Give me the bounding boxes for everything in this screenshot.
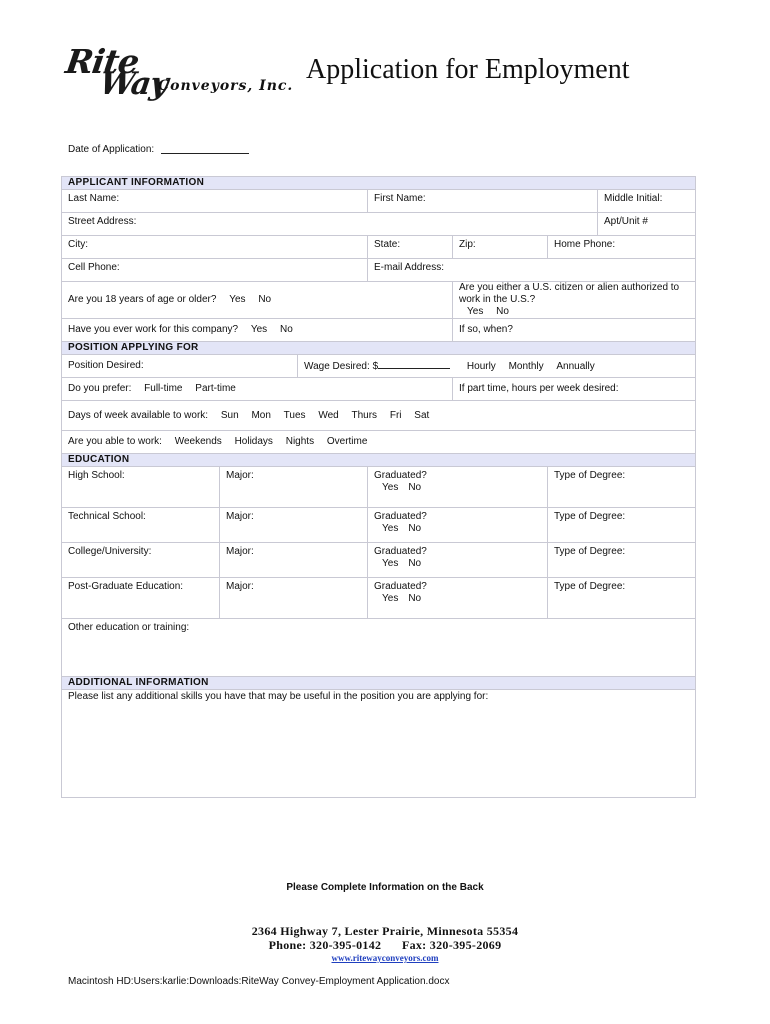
city-label: City: <box>68 239 88 250</box>
prefer-full-time[interactable]: Full-time <box>144 383 183 394</box>
post-graduate-label: Post-Graduate Education: <box>68 581 184 592</box>
age-question-cell <box>62 282 453 319</box>
back-page-note: Please Complete Information on the Back <box>286 882 484 893</box>
day-sun[interactable]: Sun <box>220 409 239 421</box>
days-available-cell <box>62 401 696 431</box>
zip-field[interactable] <box>453 236 548 259</box>
wage-desired-label: Wage Desired: <box>304 361 370 372</box>
apt-unit-label: Apt/Unit # <box>604 216 648 227</box>
last-name-field[interactable] <box>62 190 368 213</box>
day-sat[interactable]: Sat <box>414 409 430 421</box>
part-time-hours-label: If part time, hours per week desired: <box>459 383 619 394</box>
first-name-field[interactable] <box>368 190 598 213</box>
street-address-label: Street Address: <box>68 216 137 227</box>
logo-rite: Rite <box>63 42 141 81</box>
technical-school-field[interactable] <box>62 508 220 543</box>
high-school-field[interactable] <box>62 467 220 508</box>
major-field[interactable] <box>220 467 368 508</box>
wage-option-monthly[interactable]: Monthly <box>508 361 544 372</box>
prefer-cell <box>62 378 453 401</box>
day-mon[interactable]: Mon <box>251 409 271 421</box>
wage-option-hourly[interactable]: Hourly <box>466 361 496 372</box>
fax-label: Fax: <box>401 938 427 952</box>
graduated-yes[interactable]: Yes <box>382 593 399 604</box>
worked-yes-option[interactable]: Yes <box>250 324 268 335</box>
graduated-cell <box>368 543 548 578</box>
part-time-hours-field[interactable] <box>453 378 696 401</box>
if-so-when-field[interactable] <box>453 319 696 342</box>
able-holidays[interactable]: Holidays <box>234 436 273 447</box>
street-address-field[interactable] <box>62 213 598 236</box>
citizen-yes-option[interactable]: Yes <box>467 306 484 317</box>
graduated-label: Graduated? <box>374 511 427 522</box>
degree-type-field[interactable] <box>548 578 696 619</box>
logo-tagline: Conveyors, Inc. <box>158 78 294 94</box>
able-to-work-cell <box>62 431 696 454</box>
worked-question: Have you ever work for this company? <box>68 324 239 335</box>
graduated-yes[interactable]: Yes <box>382 523 399 534</box>
phone-number: 320-395-0142 <box>309 938 382 952</box>
citizen-question-cell <box>453 282 696 319</box>
middle-initial-label: Middle Initial: <box>604 193 663 204</box>
able-overtime[interactable]: Overtime <box>326 436 368 447</box>
section-header-additional: ADDITIONAL INFORMATION <box>62 677 696 690</box>
worked-no-option[interactable]: No <box>279 324 293 335</box>
website-link[interactable]: www.ritewayconveyors.com <box>331 953 439 963</box>
major-label: Major: <box>226 581 254 592</box>
home-phone-label: Home Phone: <box>554 239 616 250</box>
section-header-position: POSITION APPLYING FOR <box>62 342 696 355</box>
phone-label: Phone: <box>268 938 307 952</box>
graduated-label: Graduated? <box>374 546 427 557</box>
graduated-cell <box>368 467 548 508</box>
zip-label: Zip: <box>459 239 476 250</box>
position-desired-label: Position Desired: <box>68 360 144 371</box>
additional-skills-field[interactable] <box>62 690 696 798</box>
fax-number: 320-395-2069 <box>429 938 502 952</box>
college-label: College/University: <box>68 546 152 557</box>
section-header-education: EDUCATION <box>62 454 696 467</box>
major-label: Major: <box>226 546 254 557</box>
state-label: State: <box>374 239 401 250</box>
major-field[interactable] <box>220 578 368 619</box>
other-education-label: Other education or training: <box>68 622 190 633</box>
able-label: Are you able to work: <box>68 436 162 447</box>
degree-type-field[interactable] <box>548 467 696 508</box>
degree-type-label: Type of Degree: <box>554 581 626 592</box>
wage-desired-cell <box>298 355 696 378</box>
citizen-question: Are you either a U.S. citizen or alien authorized to work in the U.S.? <box>459 282 680 305</box>
additional-skills-prompt: Please list any additional skills you have that may be useful in the position you are applying for: <box>68 691 489 702</box>
major-field[interactable] <box>220 543 368 578</box>
position-desired-field[interactable] <box>62 355 298 378</box>
graduated-no[interactable]: No <box>408 558 422 569</box>
home-phone-field[interactable] <box>548 236 696 259</box>
apt-unit-field[interactable] <box>598 213 696 236</box>
city-field[interactable] <box>62 236 368 259</box>
graduated-cell <box>368 578 548 619</box>
days-label: Days of week available to work: <box>68 409 209 421</box>
middle-initial-field[interactable] <box>598 190 696 213</box>
company-phone-fax <box>0 938 770 953</box>
degree-type-field[interactable] <box>548 508 696 543</box>
citizen-no-option[interactable]: No <box>496 306 509 317</box>
cell-phone-label: Cell Phone: <box>68 262 120 273</box>
page-title: Application for Employment <box>306 54 630 85</box>
age-yes-option[interactable]: Yes <box>229 294 246 305</box>
prefer-part-time[interactable]: Part-time <box>195 383 236 394</box>
date-of-application-label: Date of Application: <box>68 144 155 155</box>
logo-way: Way <box>97 66 170 102</box>
post-graduate-field[interactable] <box>62 578 220 619</box>
prefer-label: Do you prefer: <box>68 383 132 394</box>
other-education-field[interactable] <box>62 619 696 677</box>
graduated-cell <box>368 508 548 543</box>
worked-question-cell <box>62 319 453 342</box>
degree-type-label: Type of Degree: <box>554 546 626 557</box>
age-no-option[interactable]: No <box>258 294 272 305</box>
company-address: 2364 Highway 7, Lester Prairie, Minnesota 55354 <box>251 924 519 938</box>
email-field[interactable] <box>368 259 696 282</box>
day-thurs[interactable]: Thurs <box>351 409 378 421</box>
wage-desired-line[interactable] <box>378 359 450 369</box>
degree-type-label: Type of Degree: <box>554 470 626 481</box>
major-field[interactable] <box>220 508 368 543</box>
graduated-no[interactable]: No <box>408 482 422 493</box>
dollar-sign: $ <box>372 361 379 372</box>
able-weekends[interactable]: Weekends <box>174 436 222 447</box>
graduated-no[interactable]: No <box>408 593 422 604</box>
graduated-yes[interactable]: Yes <box>382 558 399 569</box>
first-name-label: First Name: <box>374 193 426 204</box>
graduated-no[interactable]: No <box>408 523 422 534</box>
degree-type-field[interactable] <box>548 543 696 578</box>
graduated-label: Graduated? <box>374 581 427 592</box>
date-of-application-field[interactable] <box>161 153 249 154</box>
major-label: Major: <box>226 470 254 481</box>
technical-school-label: Technical School: <box>68 511 146 522</box>
graduated-label: Graduated? <box>374 470 427 481</box>
day-wed[interactable]: Wed <box>318 409 339 421</box>
high-school-label: High School: <box>68 470 125 481</box>
email-label: E-mail Address: <box>374 262 445 273</box>
cell-phone-field[interactable] <box>62 259 368 282</box>
able-nights[interactable]: Nights <box>285 436 315 447</box>
major-label: Major: <box>226 511 254 522</box>
degree-type-label: Type of Degree: <box>554 511 626 522</box>
last-name-label: Last Name: <box>68 193 120 204</box>
file-path: Macintosh HD:Users:karlie:Downloads:RiteWay Convey-Employment Application.docx <box>68 976 450 987</box>
application-form <box>61 176 696 798</box>
age-question: Are you 18 years of age or older? <box>68 294 217 305</box>
wage-option-annually[interactable]: Annually <box>556 361 595 372</box>
state-field[interactable] <box>368 236 453 259</box>
if-so-when-label: If so, when? <box>459 324 513 335</box>
section-header-applicant: APPLICANT INFORMATION <box>62 177 696 190</box>
day-fri[interactable]: Fri <box>389 409 402 421</box>
graduated-yes[interactable]: Yes <box>382 482 399 493</box>
day-tues[interactable]: Tues <box>283 409 306 421</box>
college-field[interactable] <box>62 543 220 578</box>
